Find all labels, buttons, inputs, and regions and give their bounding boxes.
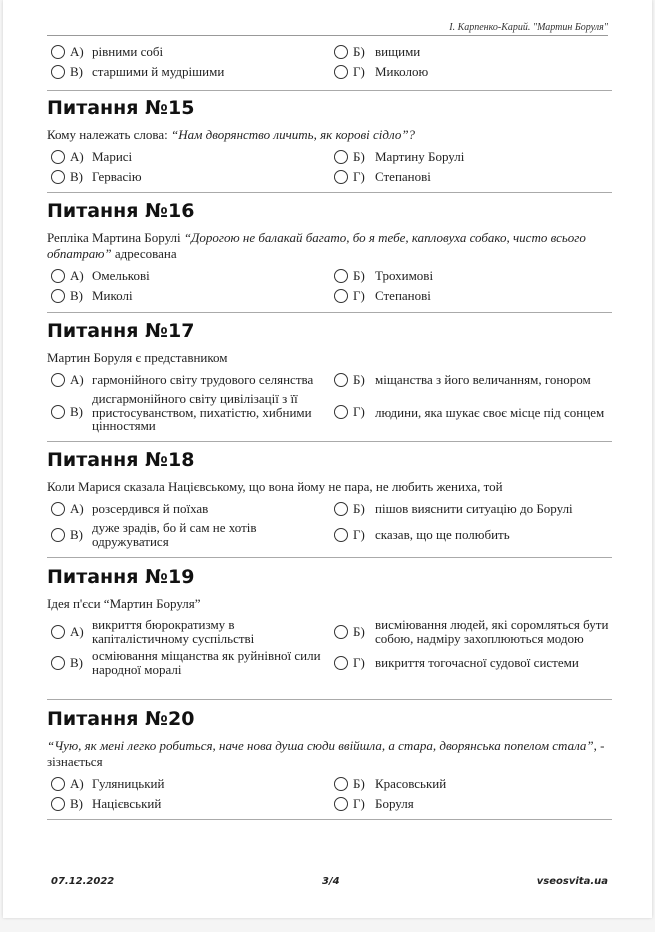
option-letter: А) [70,372,84,387]
option-text: Омелькові [92,268,150,284]
option-letter: В) [70,288,83,303]
answer-option[interactable] [330,64,612,80]
option-text: Гервасію [92,169,142,185]
question-divider [47,192,612,193]
option-letter: Г) [353,169,365,184]
answer-option[interactable] [47,521,330,548]
answer-option[interactable] [47,649,330,676]
footer-date: 07.12.2022 [51,876,115,887]
option-text: Гуляницький [92,776,165,792]
radio-button[interactable] [334,170,348,184]
option-text: сказав, що ще полюбить [375,526,510,542]
option-letter: Г) [353,64,365,79]
answer-option[interactable] [47,618,330,645]
option-letter: А) [70,149,84,164]
radio-button[interactable] [51,625,65,639]
question-16 [47,200,612,304]
option-text: Боруля [375,796,414,812]
radio-button[interactable] [51,373,65,387]
radio-button[interactable] [334,656,348,670]
radio-button[interactable] [51,45,65,59]
answer-option[interactable] [47,776,330,792]
option-text: Мартину Борулі [375,149,465,165]
radio-button[interactable] [334,405,348,419]
option-letter: Б) [353,149,365,164]
answer-option[interactable] [330,618,612,645]
option-text: Миколі [92,288,133,304]
option-text: викриття бюрократизму в капіталістичному суспільстві [92,617,255,646]
radio-button[interactable] [51,269,65,283]
option-text: розсердився й поїхав [92,501,209,517]
option-text: Миколою [375,64,429,80]
option-text: викриття тогочасної судової системи [375,654,579,670]
option-text: Марисі [92,149,133,165]
question-20 [47,708,612,812]
answer-option[interactable] [330,776,612,792]
question-prompt: Кому належать слова: “Нам дворянство личить, як корові сідло”? [47,127,416,142]
radio-button[interactable] [51,289,65,303]
question-divider [47,90,612,91]
answer-option[interactable] [47,372,330,388]
question-title: Питання №18 [47,449,195,471]
answer-option[interactable] [47,149,330,165]
option-text: рівними собі [92,44,164,60]
radio-button[interactable] [334,150,348,164]
option-letter: Б) [353,372,365,387]
option-letter: А) [70,501,84,516]
answer-option[interactable] [330,149,612,165]
question-prompt: Ідея п'єси “Мартин Боруля” [47,596,201,611]
question-prompt: Мартин Боруля є представником [47,350,228,365]
option-letter: Б) [353,776,365,791]
option-letter: В) [70,404,83,420]
option-letter: Б) [353,501,365,516]
question-title: Питання №20 [47,708,195,730]
radio-button[interactable] [334,625,348,639]
question-18 [47,449,612,548]
question-17 [47,320,612,433]
radio-button[interactable] [334,528,348,542]
radio-button[interactable] [51,528,65,542]
option-letter: Б) [353,44,365,59]
answer-option[interactable] [330,169,612,185]
answer-option[interactable] [330,372,612,388]
option-letter: Г) [353,526,365,542]
question-divider [47,819,612,820]
header-title: І. Карпенко-Карий. "Мартин Боруля" [449,22,608,33]
option-letter: А) [70,776,84,791]
option-letter: В) [70,64,83,79]
option-letter: А) [70,268,84,283]
question-title: Питання №19 [47,566,195,588]
question-14-options [47,44,612,80]
option-text: дисгармонійного світу цивілізації з її пристосуванством, пихатістю, хибними цінностями [92,391,312,433]
option-letter: Г) [353,654,365,670]
answer-option[interactable] [330,649,612,676]
question-prompt: Репліка Мартина Борулі “Дорогою не балакай багато, бо я тебе, капловуха собако, чисто всього обпатраю” адресована [47,230,586,261]
question-title: Питання №16 [47,200,195,222]
header-divider [47,35,608,36]
option-text: Націєвський [92,796,162,812]
radio-button[interactable] [51,502,65,516]
question-divider [47,441,612,442]
question-title: Питання №15 [47,97,195,119]
answer-option[interactable] [330,521,612,548]
footer-page-number: 3/4 [322,876,340,887]
option-text: дуже зрадів, бо й сам не хотів одружуватися [92,520,257,549]
answer-option[interactable] [330,392,612,433]
answer-option[interactable] [330,796,612,812]
option-text: людини, яка шукає своє місце під сонцем [375,404,605,420]
option-text: старшими й мудрішими [92,64,225,80]
option-letter: А) [70,623,84,639]
option-letter: В) [70,169,83,184]
radio-button[interactable] [334,797,348,811]
option-text: гармонійного світу трудового селянства [92,372,314,388]
option-text: висміювання людей, які соромляться бути собою, надміру захоплюються модою [375,617,609,646]
footer-site: vseosvita.ua [536,876,608,887]
document-page [3,0,652,918]
question-divider [47,557,612,558]
answer-option[interactable] [47,169,330,185]
option-letter: Б) [353,623,365,639]
radio-button[interactable] [334,502,348,516]
radio-button[interactable] [334,289,348,303]
option-text: вищими [375,44,421,60]
option-letter: Г) [353,796,365,811]
answer-option[interactable] [330,501,612,517]
question-divider [47,312,612,313]
option-text: Трохимові [375,268,434,284]
radio-button[interactable] [51,656,65,670]
option-letter: Б) [353,268,365,283]
radio-button[interactable] [334,269,348,283]
option-letter: В) [70,654,83,670]
radio-button[interactable] [51,65,65,79]
option-letter: В) [70,526,83,542]
answer-option[interactable] [330,44,612,60]
question-title: Питання №17 [47,320,195,342]
question-19 [47,566,612,676]
option-text: пішов вияснити ситуацію до Борулі [375,501,573,517]
option-text: Степанові [375,288,431,304]
question-prompt: “Чую, як мені легко робиться, наче нова душа сюди ввійшла, а стара, дворянська попелом стала”, - зізнається [47,738,605,769]
answer-option[interactable] [47,796,330,812]
answer-option[interactable] [330,288,612,304]
option-text: осміювання міщанства як руйнівної сили народної моралі [92,648,321,677]
radio-button[interactable] [51,170,65,184]
radio-button[interactable] [334,373,348,387]
answer-option[interactable] [47,288,330,304]
radio-button[interactable] [51,405,65,419]
radio-button[interactable] [334,65,348,79]
question-15 [47,97,612,185]
question-divider [47,699,612,700]
answer-option[interactable] [330,268,612,284]
answer-option[interactable] [47,392,330,433]
radio-button[interactable] [51,150,65,164]
radio-button[interactable] [51,777,65,791]
radio-button[interactable] [51,797,65,811]
question-prompt: Коли Марися сказала Націєвському, що вона йому не пара, не любить жениха, той [47,479,503,494]
option-text: міщанства з його величанням, гонором [375,372,591,388]
option-letter: А) [70,44,84,59]
option-text: Степанові [375,169,431,185]
option-letter: Г) [353,404,365,420]
answer-option[interactable] [47,64,330,80]
radio-button[interactable] [334,45,348,59]
radio-button[interactable] [334,777,348,791]
option-letter: В) [70,796,83,811]
option-letter: Г) [353,288,365,303]
answer-option[interactable] [47,501,330,517]
option-text: Красовський [375,776,447,792]
answer-option[interactable] [47,44,330,60]
answer-option[interactable] [47,268,330,284]
